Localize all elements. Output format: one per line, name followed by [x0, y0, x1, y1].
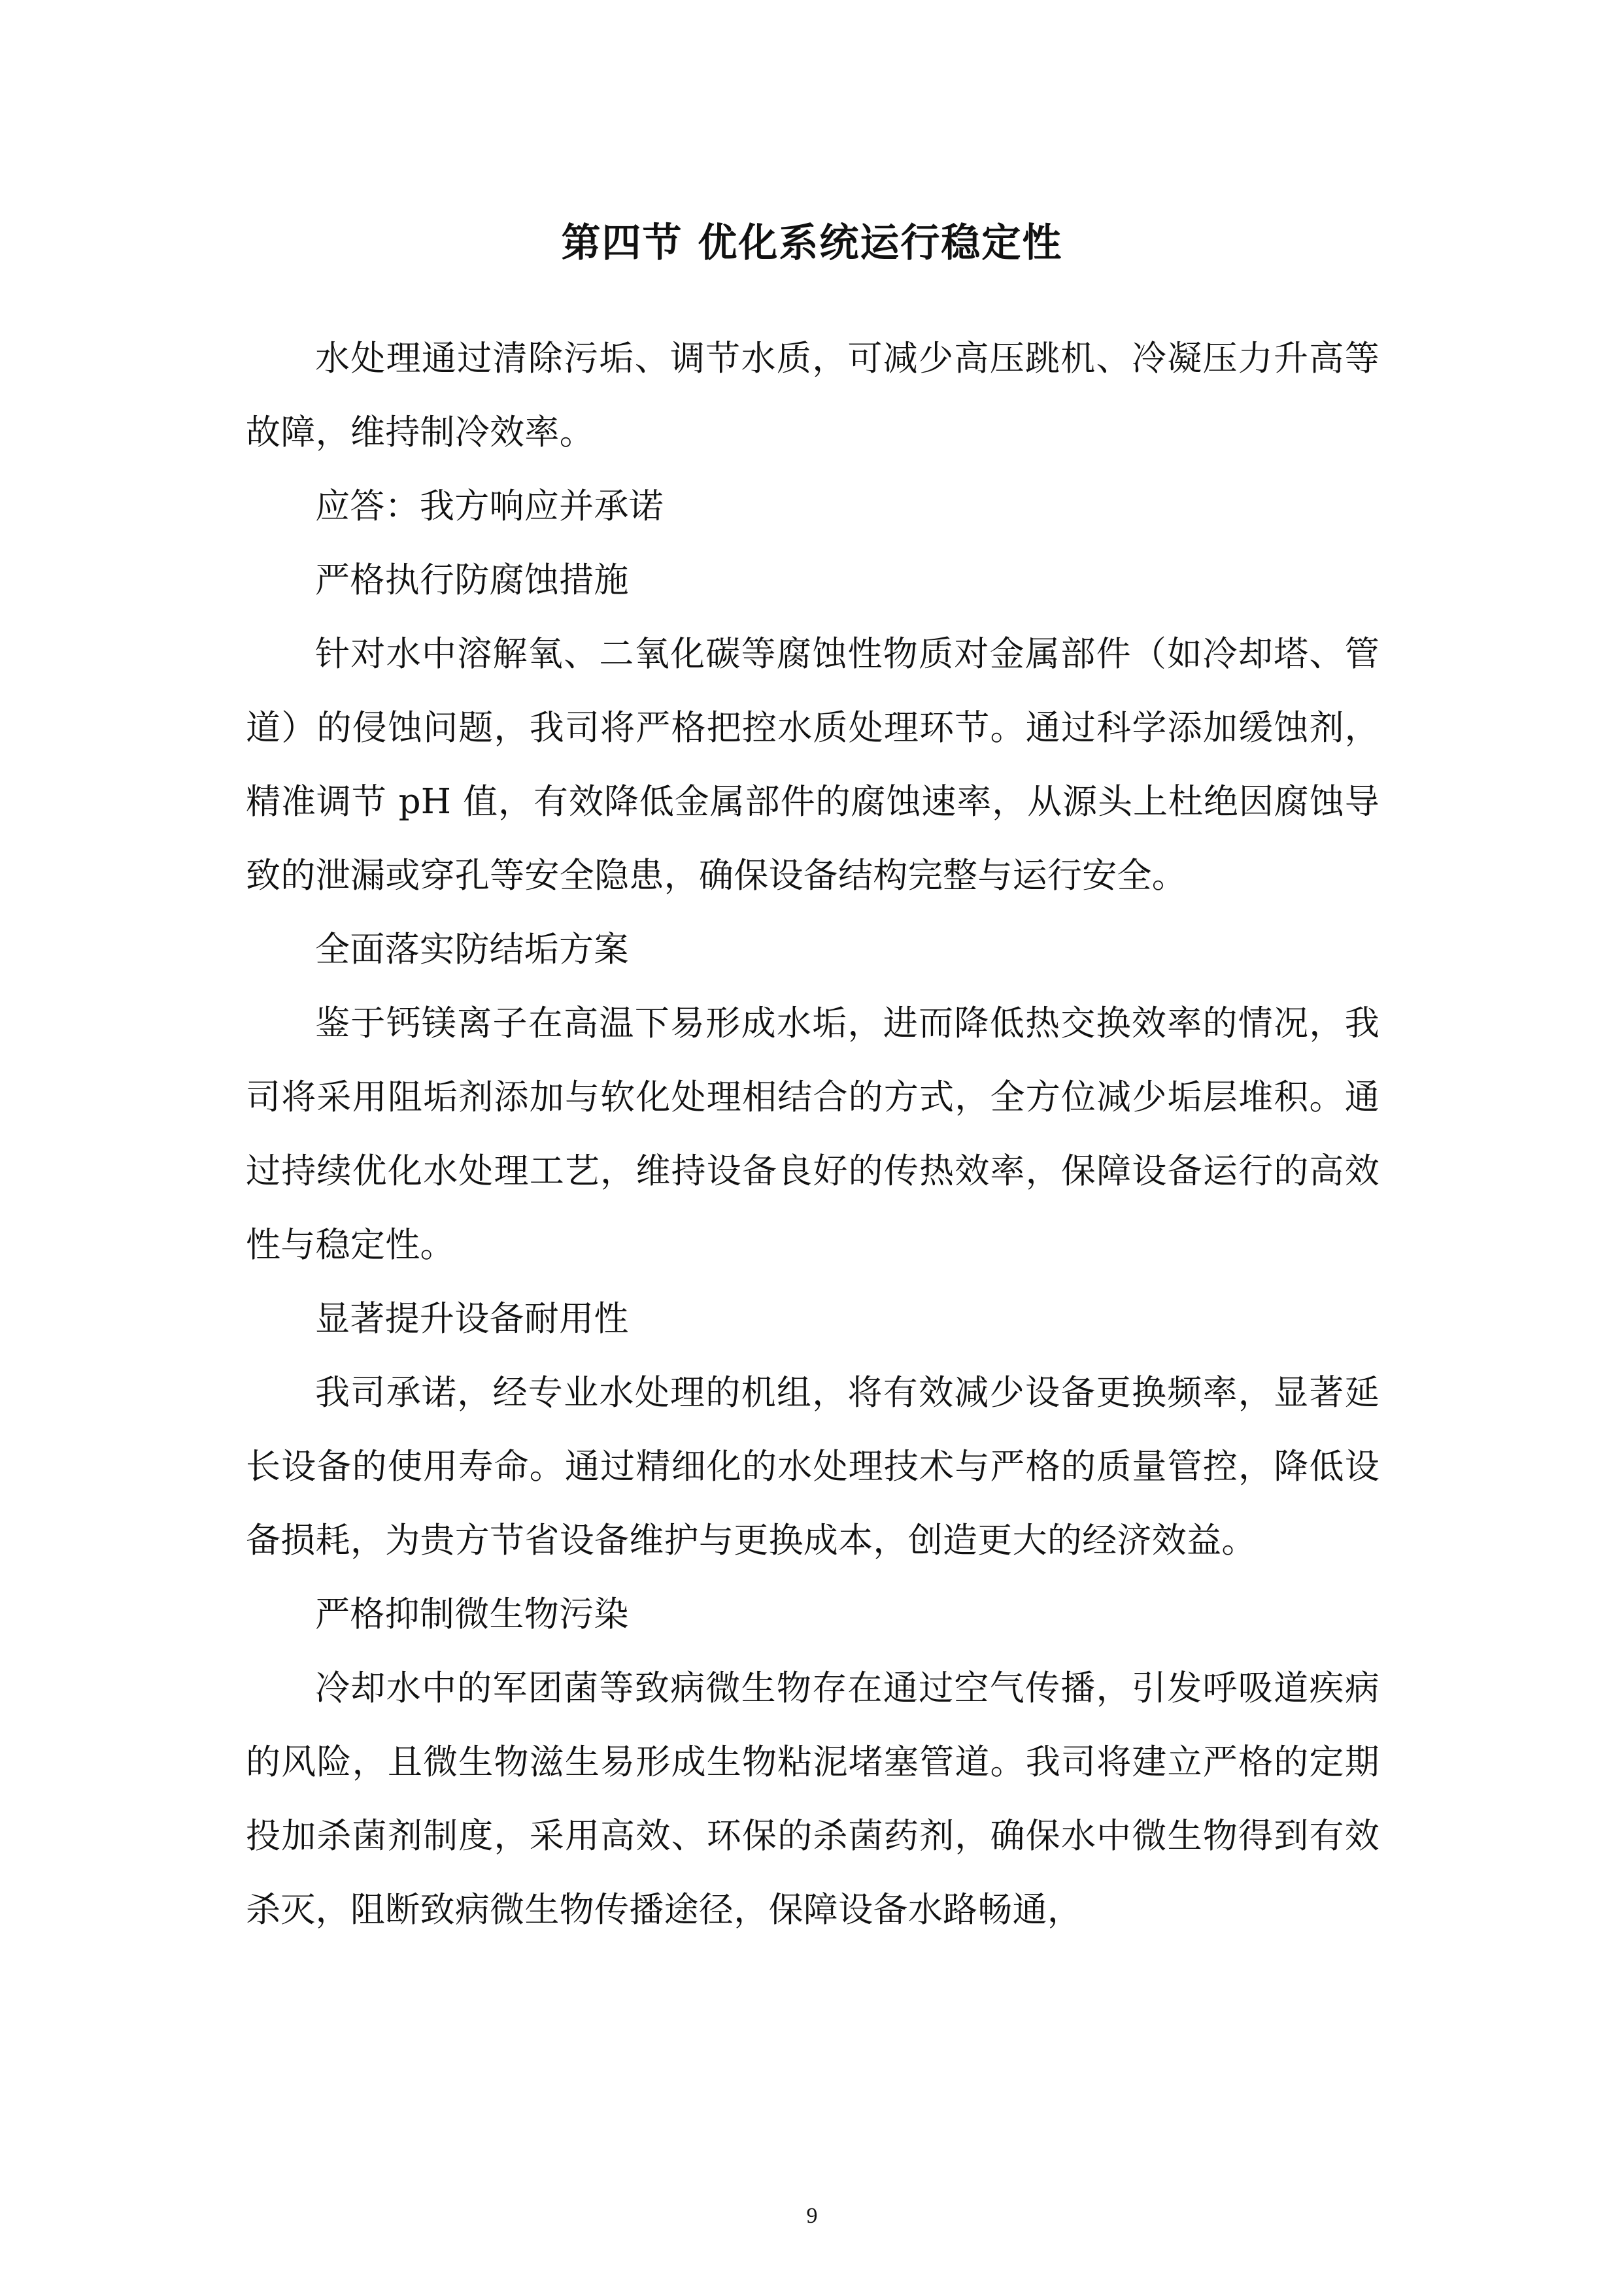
- paragraph-response: 应答：我方响应并承诺: [315, 486, 664, 526]
- heading-anti-scaling: 全面落实防结垢方案: [315, 930, 629, 970]
- paragraph-anti-scaling: 鉴于钙镁离子在高温下易形成水垢，进而降低热交换效率的情况，我司将采用阻垢剂添加与软化处理相结合的方式，全方位减少垢层堆积。通过持续优化水处理工艺，维持设备良好的传热效率，保障设备运行的高效性与稳定性。: [246, 1004, 1379, 1265]
- paragraph-microbial-control: 冷却水中的军团菌等致病微生物存在通过空气传播，引发呼吸道疾病的风险，且微生物滋生易形成生物粘泥堵塞管道。我司将建立严格的定期投加杀菌剂制度，采用高效、环保的杀菌药剂，确保水中微生物得到有效杀灭，阻断致病微生物传播途径，保障设备水路畅通，: [246, 1668, 1379, 1930]
- document-body: [246, 322, 1379, 1947]
- section-title: 第四节 优化系统运行稳定性: [561, 220, 1063, 267]
- paragraph-anti-corrosion: 针对水中溶解氧、二氧化碳等腐蚀性物质对金属部件（如冷却塔、管道）的侵蚀问题，我司将严格把控水质处理环节。通过科学添加缓蚀剂，精准调节 pH 值，有效降低金属部件的腐蚀速率，从源头上杜绝因腐蚀导致的泄漏或穿孔等安全隐患，确保设备结构完整与运行安全。: [246, 634, 1379, 896]
- heading-durability: 显著提升设备耐用性: [315, 1299, 629, 1339]
- paragraph-durability: 我司承诺，经专业水处理的机组，将有效减少设备更换频率，显著延长设备的使用寿命。通过精细化的水处理技术与严格的质量管控，降低设备损耗，为贵方节省设备维护与更换成本，创造更大的经济效益。: [246, 1373, 1379, 1560]
- heading-microbial-control: 严格抑制微生物污染: [315, 1594, 629, 1634]
- paragraph-intro: 水处理通过清除污垢、调节水质，可减少高压跳机、冷凝压力升高等故障，维持制冷效率。: [246, 339, 1379, 452]
- heading-anti-corrosion: 严格执行防腐蚀措施: [315, 560, 629, 600]
- page-number: 9: [806, 2204, 818, 2228]
